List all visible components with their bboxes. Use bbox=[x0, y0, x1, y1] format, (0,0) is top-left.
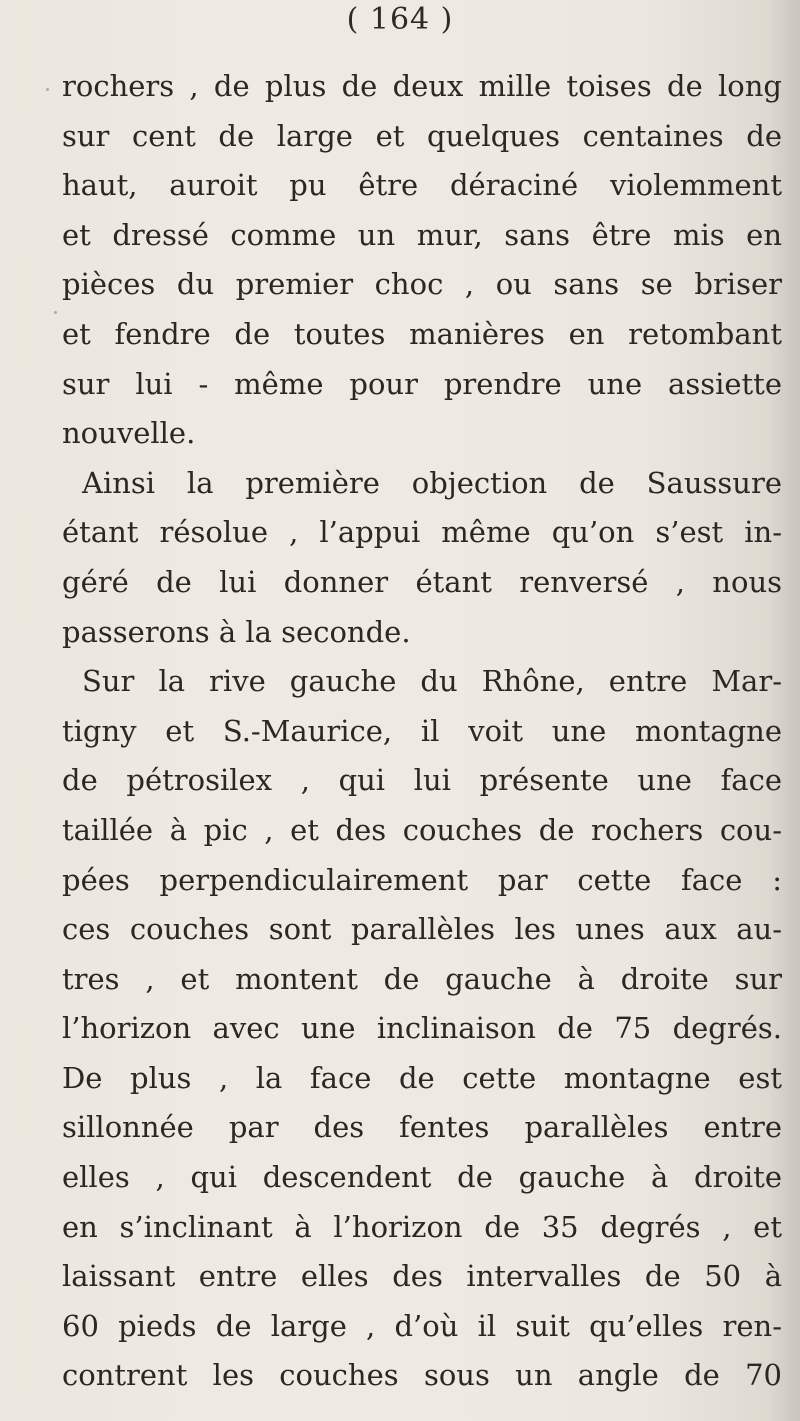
text-line: en s’inclinant à l’horizon de 35 degrés , et bbox=[62, 1209, 782, 1244]
paper-speck bbox=[46, 88, 49, 91]
text-line: et dressé comme un mur, sans être mis en bbox=[62, 217, 782, 252]
paper-speck bbox=[54, 311, 57, 314]
paper-speck bbox=[566, 591, 568, 593]
text-line: l’horizon avec une inclinaison de 75 degrés. bbox=[62, 1011, 782, 1046]
text-line: tres , et montent de gauche à droite sur bbox=[62, 961, 782, 996]
text-line: pées perpendiculairement par cette face : bbox=[62, 862, 782, 897]
text-line: taillée à pic , et des couches de rochers cou- bbox=[62, 812, 782, 847]
text-line: tigny et S.-Maurice, il voit une montagne bbox=[62, 713, 782, 748]
text-line: contrent les couches sous un angle de 70 bbox=[62, 1358, 782, 1393]
text-line: nouvelle. bbox=[62, 416, 196, 451]
text-line: haut, auroit pu être déraciné violemment bbox=[62, 168, 782, 203]
text-line: de pétrosilex , qui lui présente une face bbox=[62, 763, 782, 798]
text-line: sur cent de large et quelques centaines de bbox=[62, 118, 782, 153]
paper-speck bbox=[254, 492, 256, 494]
text-line: sillonnée par des fentes parallèles entre bbox=[62, 1110, 782, 1145]
text-line: étant résolue , l’appui même qu’on s’est in- bbox=[62, 515, 782, 550]
body-text bbox=[62, 62, 782, 1401]
text-line: sur lui - même pour prendre une assiette bbox=[62, 366, 782, 401]
paper-speck bbox=[688, 1371, 692, 1374]
paragraph-start-line: Sur la rive gauche du Rhône, entre Mar- bbox=[82, 664, 782, 699]
text-line: elles , qui descendent de gauche à droite bbox=[62, 1160, 782, 1195]
text-line: De plus , la face de cette montagne est bbox=[62, 1060, 782, 1095]
text-line: ces couches sont parallèles les unes aux au- bbox=[62, 912, 782, 947]
text-line: pièces du premier choc , ou sans se briser bbox=[62, 267, 782, 302]
text-line: rochers , de plus de deux mille toises de long bbox=[62, 69, 782, 103]
text-line: 60 pieds de large , d’où il suit qu’elles ren- bbox=[62, 1308, 782, 1343]
page-number: ( 164 ) bbox=[346, 2, 454, 37]
text-line: laissant entre elles des intervalles de 50 à bbox=[62, 1259, 782, 1294]
paragraph-start-line: Ainsi la première objection de Saussure bbox=[82, 465, 782, 500]
text-line: et fendre de toutes manières en retombant bbox=[62, 316, 782, 351]
text-line: passerons à la seconde. bbox=[62, 614, 411, 649]
text-line: géré de lui donner étant renversé , nous bbox=[62, 564, 782, 599]
